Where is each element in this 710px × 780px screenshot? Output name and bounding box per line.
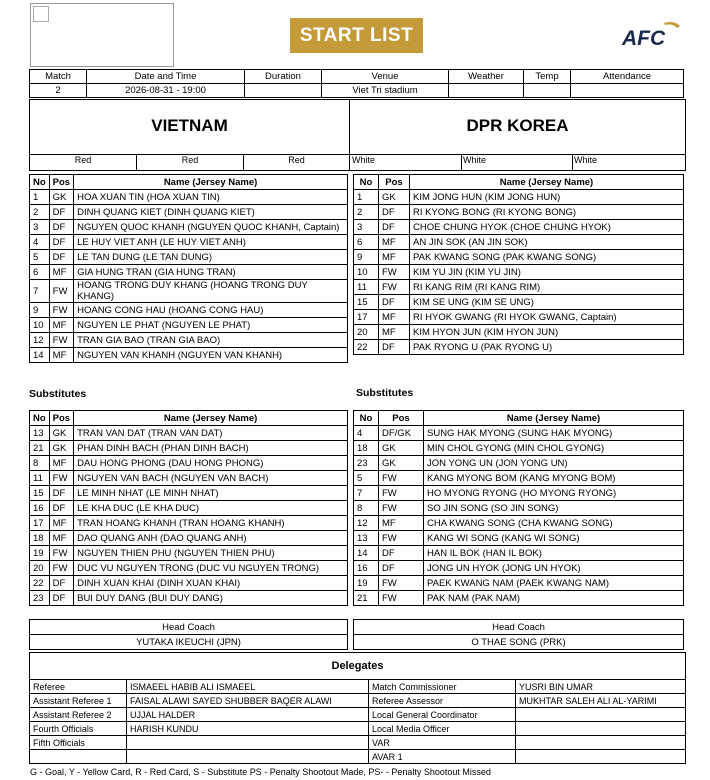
delegate-row	[30, 694, 685, 708]
player-no: 4	[354, 426, 379, 441]
player-no: 19	[30, 546, 50, 561]
player-row	[354, 250, 684, 265]
player-pos: DF/GK	[379, 426, 424, 441]
player-name: HOANG CONG HAU (HOANG CONG HAU)	[74, 303, 348, 318]
player-pos: FW	[379, 486, 424, 501]
player-pos: MF	[379, 235, 410, 250]
player-name: NGUYEN LE PHAT (NGUYEN LE PHAT)	[74, 318, 348, 333]
away-kit-shirt: White	[352, 155, 376, 165]
player-pos: MF	[49, 531, 73, 546]
away-kit-shorts: White	[463, 155, 487, 165]
teams-header	[29, 99, 686, 171]
player-pos: FW	[49, 471, 73, 486]
name-header: Name (Jersey Name)	[74, 175, 348, 190]
player-name: DUC VU NGUYEN TRONG (DUC VU NGUYEN TRONG)	[74, 561, 348, 576]
player-pos: FW	[49, 333, 73, 348]
player-no: 11	[30, 471, 50, 486]
player-name: CHA KWANG SONG (CHA KWANG SONG)	[424, 516, 684, 531]
player-name: TRAN VAN DAT (TRAN VAN DAT)	[74, 426, 348, 441]
player-no: 10	[354, 265, 379, 280]
delegate-role: Fifth Officials	[30, 736, 127, 750]
player-pos: DF	[379, 561, 424, 576]
player-pos: FW	[379, 576, 424, 591]
player-name: TRAN GIA BAO (TRAN GIA BAO)	[74, 333, 348, 348]
player-row	[30, 486, 348, 501]
player-no: 7	[30, 280, 50, 303]
team-logo-placeholder	[30, 3, 174, 67]
player-row	[354, 546, 684, 561]
player-no: 14	[30, 348, 50, 363]
player-pos: MF	[379, 310, 410, 325]
player-row	[30, 303, 348, 318]
delegate-role	[30, 750, 127, 764]
temp-header: Temp	[524, 70, 571, 84]
player-pos: DF	[379, 295, 410, 310]
player-pos: MF	[49, 265, 73, 280]
player-pos: FW	[49, 561, 73, 576]
player-no: 2	[30, 205, 50, 220]
delegate-role: Local Media Officer	[369, 722, 516, 736]
player-pos: FW	[49, 546, 73, 561]
player-no: 20	[30, 561, 50, 576]
player-row	[30, 591, 348, 606]
delegate-name	[127, 750, 369, 764]
player-pos: GK	[379, 190, 410, 205]
home-coach-table	[29, 619, 348, 650]
player-pos: DF	[49, 591, 73, 606]
player-no: 22	[354, 340, 379, 355]
player-name: JONG UN HYOK (JONG UN HYOK)	[424, 561, 684, 576]
away-kit-socks: White	[574, 155, 598, 165]
player-name: AN JIN SOK (AN JIN SOK)	[410, 235, 684, 250]
player-name: RI KYONG BONG (RI KYONG BONG)	[410, 205, 684, 220]
player-name: HOANG TRONG DUY KHANG (HOANG TRONG DUY KHANG)	[74, 280, 348, 303]
player-pos: FW	[379, 591, 424, 606]
player-no: 19	[354, 576, 379, 591]
player-pos: DF	[49, 501, 73, 516]
delegate-row	[30, 708, 685, 722]
player-no: 23	[30, 591, 50, 606]
player-no: 16	[354, 561, 379, 576]
player-no: 1	[30, 190, 50, 205]
player-name: LE HUY VIET ANH (LE HUY VIET ANH)	[74, 235, 348, 250]
player-row	[354, 235, 684, 250]
player-pos: GK	[49, 441, 73, 456]
player-row	[354, 190, 684, 205]
delegate-row	[30, 680, 685, 694]
player-name: RI KANG RIM (RI KANG RIM)	[410, 280, 684, 295]
player-name: KIM SE UNG (KIM SE UNG)	[410, 295, 684, 310]
player-no: 20	[354, 325, 379, 340]
home-starting-table	[29, 174, 348, 363]
player-no: 5	[354, 471, 379, 486]
delegate-name: FAISAL ALAWI SAYED SHUBBER BAQER ALAWI	[127, 694, 369, 708]
player-pos: DF	[49, 576, 73, 591]
delegate-name: ISMAEEL HABIB ALI ISMAEEL	[127, 680, 369, 694]
pos-header: Pos	[49, 175, 73, 190]
head-coach-label: Head Coach	[354, 620, 684, 635]
delegate-name	[127, 736, 369, 750]
player-row	[354, 531, 684, 546]
player-name: NGUYEN QUOC KHANH (NGUYEN QUOC KHANH, Captain)	[74, 220, 348, 235]
player-no: 17	[354, 310, 379, 325]
player-row	[30, 348, 348, 363]
player-row	[30, 576, 348, 591]
player-row	[354, 591, 684, 606]
player-row	[354, 456, 684, 471]
player-no: 8	[30, 456, 50, 471]
home-kit-shirt: Red	[74, 155, 92, 165]
delegate-role: Assistant Referee 2	[30, 708, 127, 722]
delegate-name	[516, 736, 686, 750]
player-row	[354, 561, 684, 576]
delegate-role: Match Commissioner	[369, 680, 516, 694]
player-pos: GK	[379, 456, 424, 471]
duration-value	[245, 84, 322, 98]
player-name: PAK KWANG SONG (PAK KWANG SONG)	[410, 250, 684, 265]
player-row	[30, 501, 348, 516]
delegates-section	[29, 652, 686, 764]
player-name: DINH QUANG KIET (DINH QUANG KIET)	[74, 205, 348, 220]
delegate-name: YUSRI BIN UMAR	[516, 680, 686, 694]
delegate-role: VAR	[369, 736, 516, 750]
player-row	[354, 220, 684, 235]
player-row	[30, 205, 348, 220]
player-name: KANG MYONG BOM (KANG MYONG BOM)	[424, 471, 684, 486]
player-pos: MF	[49, 348, 73, 363]
player-name: KIM HYON JUN (KIM HYON JUN)	[410, 325, 684, 340]
player-row	[354, 280, 684, 295]
delegate-role: Assistant Referee 1	[30, 694, 127, 708]
player-row	[354, 325, 684, 340]
player-row	[30, 250, 348, 265]
player-name: LE MINH NHAT (LE MINH NHAT)	[74, 486, 348, 501]
player-no: 15	[354, 295, 379, 310]
home-kit-shorts: Red	[181, 155, 199, 165]
player-pos: DF	[379, 220, 410, 235]
player-no: 3	[30, 220, 50, 235]
player-row	[30, 190, 348, 205]
player-row	[354, 486, 684, 501]
player-no: 18	[354, 441, 379, 456]
player-name: JON YONG UN (JON YONG UN)	[424, 456, 684, 471]
player-pos: DF	[379, 546, 424, 561]
player-no: 10	[30, 318, 50, 333]
player-pos: DF	[379, 340, 410, 355]
player-row	[30, 561, 348, 576]
player-name: KIM YU JIN (KIM YU JIN)	[410, 265, 684, 280]
match-header: Match	[30, 70, 87, 84]
player-row	[30, 471, 348, 486]
player-no: 15	[30, 486, 50, 501]
name-header: Name (Jersey Name)	[424, 411, 684, 426]
player-pos: FW	[379, 471, 424, 486]
player-name: RI HYOK GWANG (RI HYOK GWANG, Captain)	[410, 310, 684, 325]
name-header: Name (Jersey Name)	[410, 175, 684, 190]
match-info-table	[29, 69, 684, 98]
player-no: 18	[30, 531, 50, 546]
player-name: SUNG HAK MYONG (SUNG HAK MYONG)	[424, 426, 684, 441]
weather-header: Weather	[449, 70, 524, 84]
player-pos: FW	[379, 531, 424, 546]
player-name: BUI DUY DANG (BUI DUY DANG)	[74, 591, 348, 606]
pos-header: Pos	[379, 411, 424, 426]
delegates-title: Delegates	[30, 653, 685, 680]
player-name: LE KHA DUC (LE KHA DUC)	[74, 501, 348, 516]
player-pos: DF	[49, 220, 73, 235]
delegate-role: AVAR 1	[369, 750, 516, 764]
home-head-coach: YUTAKA IKEUCHI (JPN)	[30, 635, 348, 650]
delegate-name	[516, 708, 686, 722]
player-no: 9	[30, 303, 50, 318]
delegate-row	[30, 750, 685, 764]
player-row	[354, 310, 684, 325]
player-name: PAK NAM (PAK NAM)	[424, 591, 684, 606]
head-coach-label: Head Coach	[30, 620, 348, 635]
delegate-role: Referee	[30, 680, 127, 694]
player-pos: DF	[49, 235, 73, 250]
player-row	[354, 441, 684, 456]
no-header: No	[354, 411, 379, 426]
player-pos: FW	[49, 280, 73, 303]
page-title: START LIST	[290, 18, 423, 53]
player-name: KANG WI SONG (KANG WI SONG)	[424, 531, 684, 546]
player-row	[30, 426, 348, 441]
delegate-row	[30, 722, 685, 736]
player-no: 5	[30, 250, 50, 265]
pos-header: Pos	[49, 411, 73, 426]
delegate-role: Fourth Officials	[30, 722, 127, 736]
player-name: HO MYONG RYONG (HO MYONG RYONG)	[424, 486, 684, 501]
player-no: 14	[354, 546, 379, 561]
away-team-name: DPR KOREA	[466, 116, 569, 135]
afc-logo	[620, 20, 682, 48]
match-value: 2	[30, 84, 87, 98]
away-substitutes-table	[353, 410, 684, 606]
player-row	[354, 295, 684, 310]
player-row	[354, 205, 684, 220]
player-no: 12	[354, 516, 379, 531]
player-pos: GK	[49, 190, 73, 205]
date-value: 2026-08-31 - 19:00	[87, 84, 245, 98]
player-row	[354, 340, 684, 355]
player-pos: DF	[49, 205, 73, 220]
home-substitutes-table	[29, 410, 348, 606]
player-pos: DF	[379, 205, 410, 220]
player-pos: GK	[49, 426, 73, 441]
player-name: PHAN DINH BACH (PHAN DINH BACH)	[74, 441, 348, 456]
player-pos: FW	[379, 280, 410, 295]
player-name: GIA HUNG TRAN (GIA HUNG TRAN)	[74, 265, 348, 280]
player-name: MIN CHOL GYONG (MIN CHOL GYONG)	[424, 441, 684, 456]
no-header: No	[354, 175, 379, 190]
attendance-value	[571, 84, 684, 98]
duration-header: Duration	[245, 70, 322, 84]
player-pos: FW	[49, 303, 73, 318]
player-name: PAEK KWANG NAM (PAEK KWANG NAM)	[424, 576, 684, 591]
player-no: 1	[354, 190, 379, 205]
player-no: 16	[30, 501, 50, 516]
player-pos: DF	[49, 486, 73, 501]
player-no: 9	[354, 250, 379, 265]
player-no: 6	[30, 265, 50, 280]
player-row	[354, 516, 684, 531]
player-name: HOA XUAN TIN (HOA XUAN TIN)	[74, 190, 348, 205]
player-row	[30, 265, 348, 280]
away-coach-table	[353, 619, 684, 650]
player-pos: FW	[379, 265, 410, 280]
home-substitutes-title: Substitutes	[29, 388, 87, 400]
player-row	[354, 265, 684, 280]
no-header: No	[30, 411, 50, 426]
delegate-name: MUKHTAR SALEH ALI AL-YARIMI	[516, 694, 686, 708]
delegate-name	[516, 750, 686, 764]
player-name: HAN IL BOK (HAN IL BOK)	[424, 546, 684, 561]
player-name: NGUYEN VAN BACH (NGUYEN VAN BACH)	[74, 471, 348, 486]
player-name: PAK RYONG U (PAK RYONG U)	[410, 340, 684, 355]
player-no: 17	[30, 516, 50, 531]
player-pos: FW	[379, 501, 424, 516]
delegate-row	[30, 736, 685, 750]
player-row	[30, 441, 348, 456]
player-row	[30, 546, 348, 561]
player-no: 3	[354, 220, 379, 235]
player-pos: MF	[379, 516, 424, 531]
date-header: Date and Time	[87, 70, 245, 84]
player-no: 2	[354, 205, 379, 220]
player-pos: MF	[379, 325, 410, 340]
player-row	[30, 235, 348, 250]
weather-value	[449, 84, 524, 98]
player-name: LE TAN DUNG (LE TAN DUNG)	[74, 250, 348, 265]
player-no: 4	[30, 235, 50, 250]
player-row	[30, 456, 348, 471]
away-starting-table	[353, 174, 684, 355]
player-row	[30, 220, 348, 235]
player-name: TRAN HOANG KHANH (TRAN HOANG KHANH)	[74, 516, 348, 531]
player-row	[30, 531, 348, 546]
delegate-name: UJJAL HALDER	[127, 708, 369, 722]
player-name: KIM JONG HUN (KIM JONG HUN)	[410, 190, 684, 205]
player-no: 6	[354, 235, 379, 250]
delegate-role: Local General Coordinator	[369, 708, 516, 722]
player-row	[354, 471, 684, 486]
player-no: 13	[30, 426, 50, 441]
player-name: SO JIN SONG (SO JIN SONG)	[424, 501, 684, 516]
delegates-table	[30, 680, 685, 763]
player-no: 13	[354, 531, 379, 546]
player-row	[30, 280, 348, 303]
player-pos: MF	[49, 318, 73, 333]
no-header: No	[30, 175, 50, 190]
player-pos: GK	[379, 441, 424, 456]
delegate-name: HARISH KUNDU	[127, 722, 369, 736]
player-name: DAO QUANG ANH (DAO QUANG ANH)	[74, 531, 348, 546]
player-no: 22	[30, 576, 50, 591]
player-no: 21	[30, 441, 50, 456]
afc-logo-text: AFC	[622, 27, 666, 48]
broken-image-icon	[33, 6, 49, 22]
venue-header: Venue	[322, 70, 449, 84]
player-pos: MF	[49, 456, 73, 471]
player-name: CHOE CHUNG HYOK (CHOE CHUNG HYOK)	[410, 220, 684, 235]
venue-value: Viet Tri stadium	[322, 84, 449, 98]
player-name: NGUYEN THIEN PHU (NGUYEN THIEN PHU)	[74, 546, 348, 561]
temp-value	[524, 84, 571, 98]
player-no: 23	[354, 456, 379, 471]
player-row	[354, 426, 684, 441]
player-row	[30, 333, 348, 348]
player-name: DINH XUAN KHAI (DINH XUAN KHAI)	[74, 576, 348, 591]
player-no: 21	[354, 591, 379, 606]
name-header: Name (Jersey Name)	[74, 411, 348, 426]
player-pos: MF	[379, 250, 410, 265]
player-name: NGUYEN VAN KHANH (NGUYEN VAN KHANH)	[74, 348, 348, 363]
player-no: 12	[30, 333, 50, 348]
player-no: 11	[354, 280, 379, 295]
player-row	[354, 501, 684, 516]
home-kit-socks: Red	[288, 155, 305, 165]
home-team-name: VIETNAM	[151, 116, 228, 135]
pos-header: Pos	[379, 175, 410, 190]
player-row	[30, 318, 348, 333]
legend-text: G - Goal, Y - Yellow Card, R - Red Card, S - Substitute PS - Penalty Shootout Made, PS- - Penalty Shootout Missed	[30, 767, 491, 777]
delegate-role: Referee Assessor	[369, 694, 516, 708]
player-row	[354, 576, 684, 591]
away-head-coach: O THAE SONG (PRK)	[354, 635, 684, 650]
attendance-header: Attendance	[571, 70, 684, 84]
player-row	[30, 516, 348, 531]
player-no: 8	[354, 501, 379, 516]
player-pos: MF	[49, 516, 73, 531]
away-substitutes-title: Substitutes	[356, 387, 414, 399]
delegate-name	[516, 722, 686, 736]
player-no: 7	[354, 486, 379, 501]
player-name: DAU HONG PHONG (DAU HONG PHONG)	[74, 456, 348, 471]
player-pos: DF	[49, 250, 73, 265]
